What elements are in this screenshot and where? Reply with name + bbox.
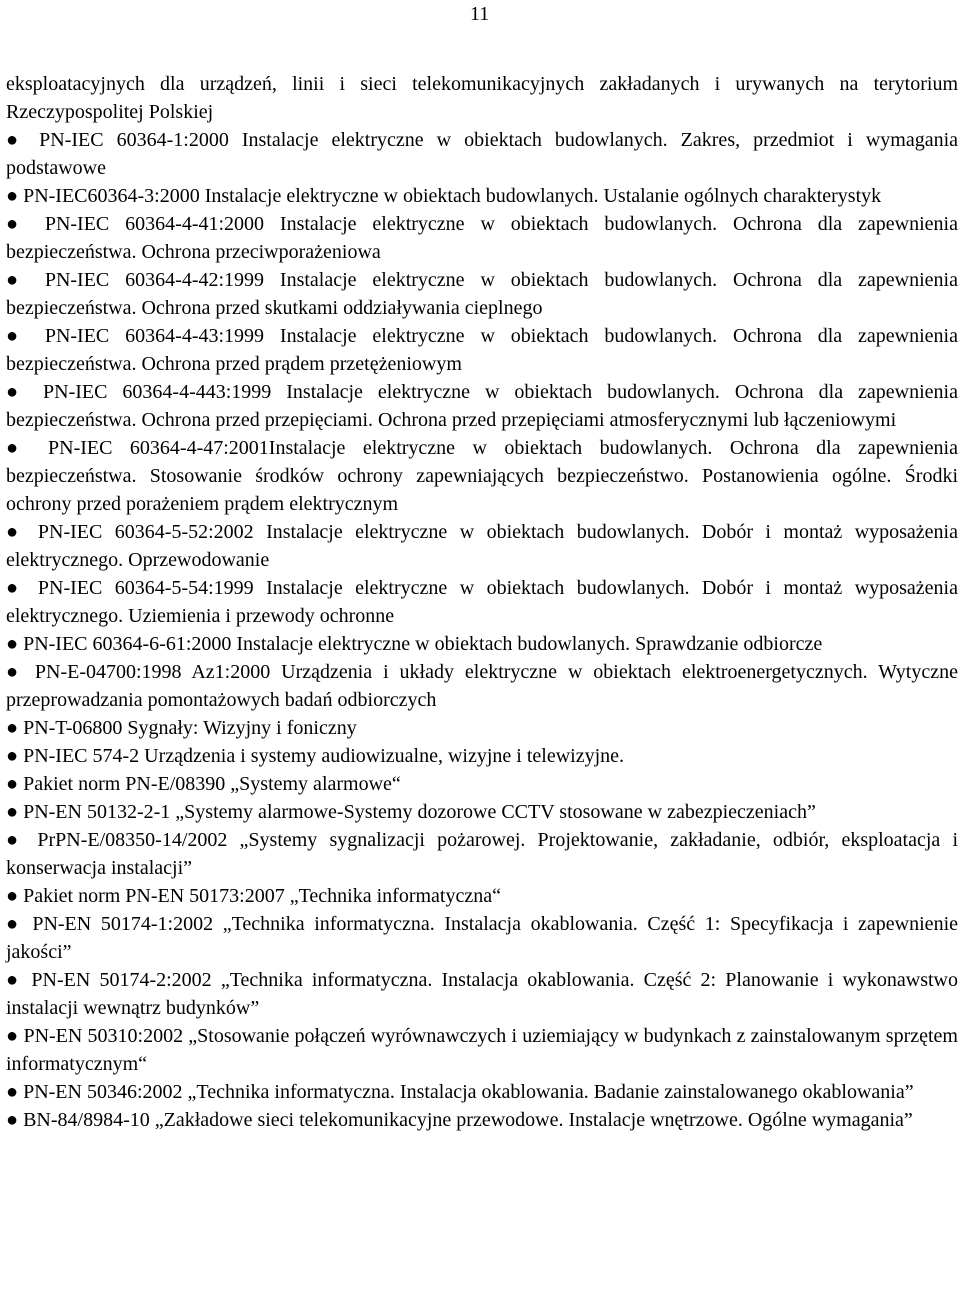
standard-list-item: ● PN-IEC 60364-5-54:1999 Instalacje elektryczne w obiektach budowlanych. Dobór i montaż wyposażenia elektrycznego. Uziemienia i przewody ochronne	[6, 577, 958, 627]
standard-list-item: ● PN-IEC 60364-1:2000 Instalacje elektryczne w obiektach budowlanych. Zakres, przedmiot i wymagania podstawowe	[6, 129, 958, 179]
standard-list-item: ● PN-IEC 60364-5-52:2002 Instalacje elektryczne w obiektach budowlanych. Dobór i montaż wyposażenia elektrycznego. Oprzewodowanie	[6, 521, 958, 571]
standard-list-item: ● PN-IEC60364-3:2000 Instalacje elektryczne w obiektach budowlanych. Ustalanie ogólnych charakterystyk	[6, 185, 882, 207]
standard-list-item: ● PN-IEC 60364-6-61:2000 Instalacje elektryczne w obiektach budowlanych. Sprawdzanie odbiorcze	[6, 633, 823, 655]
standard-list-item: ● PN-T-06800 Sygnały: Wizyjny i foniczny	[6, 717, 357, 739]
standard-list-item: ● PN-IEC 60364-4-47:2001Instalacje elektryczne w obiektach budowlanych. Ochrona dla zapewnienia bezpieczeństwa. Stosowanie środków ochrony zapewniających bezpieczeństwo. Postanowienia ogólne. Środki ochrony przed porażeniem prądem elektrycznym	[6, 437, 958, 515]
standard-list-item: ● PrPN-E/08350-14/2002 „Systemy sygnalizacji pożarowej. Projektowanie, zakładanie, odbiór, eksploatacja i konserwacja instalacji”	[6, 829, 958, 879]
standard-list-item: ● PN-EN 50310:2002 „Stosowanie połączeń wyrównawczych i uziemiający w budynkach z zainstalowanym sprzętem informatycznym“	[6, 1025, 958, 1075]
standard-list-item: ● BN-84/8984-10 „Zakładowe sieci telekomunikacyjne przewodowe. Instalacje wnętrzowe. Ogólne wymagania”	[6, 1109, 913, 1131]
standard-list-item: ● PN-IEC 60364-4-42:1999 Instalacje elektryczne w obiektach budowlanych. Ochrona dla zapewnienia bezpieczeństwa. Ochrona przed skutkami oddziaływania cieplnego	[6, 269, 958, 319]
standard-list-item: ● PN-E-04700:1998 Az1:2000 Urządzenia i układy elektryczne w obiektach elektroenergetycznych. Wytyczne przeprowadzania pomontażowych badań odbiorczych	[6, 661, 958, 711]
standard-list-item: ● PN-EN 50174-2:2002 „Technika informatyczna. Instalacja okablowania. Część 2: Planowanie i wykonawstwo instalacji wewnątrz budynków”	[6, 969, 958, 1019]
standard-list-item: ● PN-IEC 60364-4-41:2000 Instalacje elektryczne w obiektach budowlanych. Ochrona dla zapewnienia bezpieczeństwa. Ochrona przeciwporażeniowa	[6, 213, 958, 263]
standard-list-item: ● PN-IEC 60364-4-443:1999 Instalacje elektryczne w obiektach budowlanych. Ochrona dla zapewnienia bezpieczeństwa. Ochrona przed przepięciami. Ochrona przed przepięciami atmosferycznymi lub łączeniowymi	[6, 381, 958, 431]
standard-list-item: ● PN-IEC 60364-4-43:1999 Instalacje elektryczne w obiektach budowlanych. Ochrona dla zapewnienia bezpieczeństwa. Ochrona przed prądem przetężeniowym	[6, 325, 958, 375]
standard-list-item: ● PN-EN 50346:2002 „Technika informatyczna. Instalacja okablowania. Badanie zainstalowanego okablowania”	[6, 1081, 914, 1103]
standard-list-item: ● Pakiet norm PN-E/08390 „Systemy alarmowe“	[6, 773, 401, 795]
page-number: 11	[470, 3, 490, 25]
standard-list-item: ● PN-EN 50132-2-1 „Systemy alarmowe-Systemy dozorowe CCTV stosowane w zabezpieczeniach”	[6, 801, 816, 823]
standard-list-item: ● PN-IEC 574-2 Urządzenia i systemy audiowizualne, wizyjne i telewizyjne.	[6, 745, 625, 767]
standard-list-item: ● Pakiet norm PN-EN 50173:2007 „Technika informatyczna“	[6, 885, 501, 907]
standard-list-item: ● PN-EN 50174-1:2002 „Technika informatyczna. Instalacja okablowania. Część 1: Specyfikacja i zapewnienie jakości”	[6, 913, 958, 963]
document-body	[6, 70, 958, 1134]
intro-paragraph: eksploatacyjnych dla urządzeń, linii i sieci telekomunikacyjnych zakładanych i urywanych na terytorium Rzeczypospolitej Polskiej	[6, 73, 958, 123]
